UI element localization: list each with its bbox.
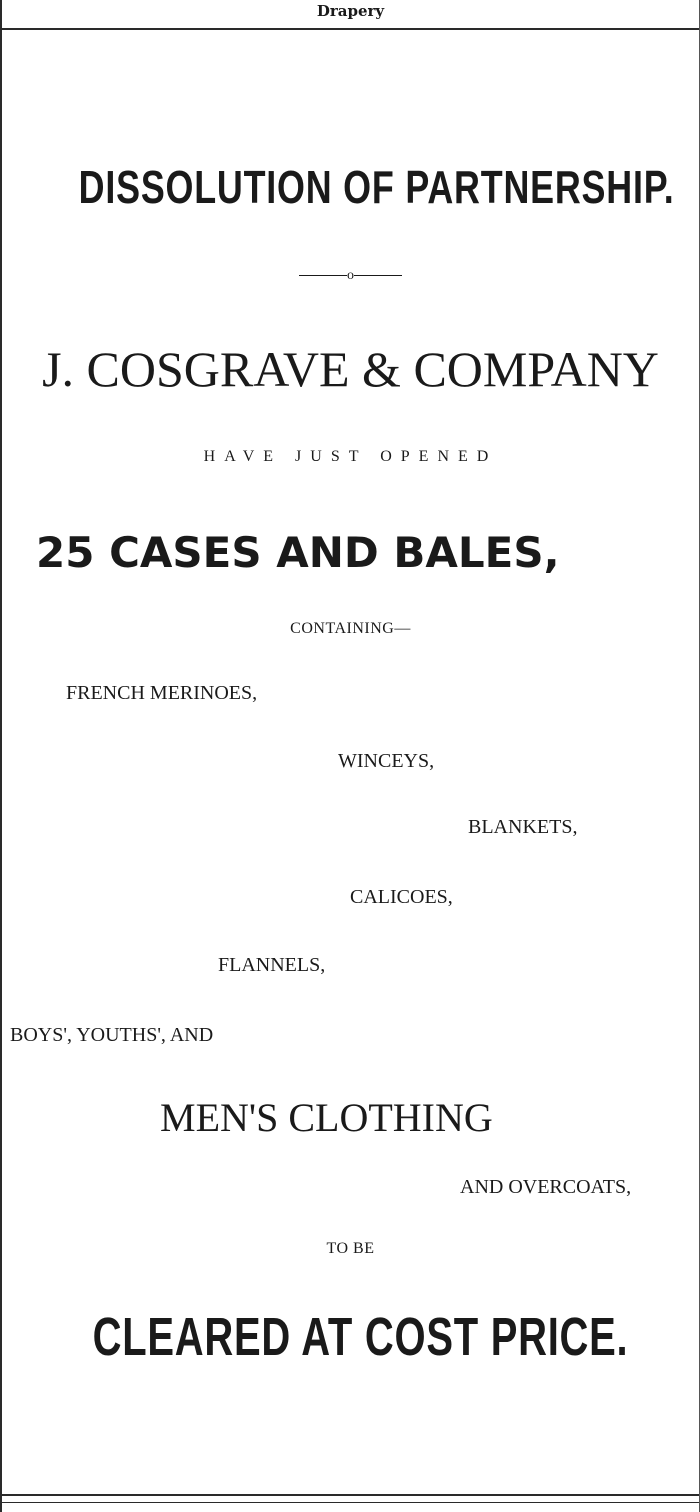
ornament-divider <box>2 268 699 284</box>
item-calicoes: CALICOES, <box>350 886 453 908</box>
bottom-rule-thick <box>2 1494 699 1496</box>
cleared-at-cost-price: CLEARED AT COST PRICE. <box>92 1307 629 1367</box>
dissolution-headline: DISSOLUTION OF PARTNERSHIP. <box>78 161 675 213</box>
item-overcoats: AND OVERCOATS, <box>460 1176 632 1198</box>
company-name: J. COSGRAVE & COMPANY <box>42 341 659 397</box>
item-mens-clothing: MEN'S CLOTHING <box>160 1095 493 1140</box>
item-boys-youths: BOYS', YOUTHS', AND <box>10 1024 214 1046</box>
divider-dash-right <box>354 275 402 276</box>
have-just-opened: HAVE JUST OPENED <box>203 448 498 465</box>
divider-mark: o <box>347 268 354 283</box>
item-blankets: BLANKETS, <box>468 816 578 838</box>
item-flannels: FLANNELS, <box>218 954 326 976</box>
item-winceys: WINCEYS, <box>338 750 435 772</box>
cases-and-bales: 25 CASES AND BALES, <box>36 528 560 577</box>
divider-dash-left <box>299 275 347 276</box>
section-title: Drapery <box>316 2 385 20</box>
bottom-rule-thin <box>2 1502 699 1503</box>
to-be-label: TO BE <box>326 1240 375 1257</box>
containing-label: CONTAINING— <box>290 620 411 637</box>
item-french-merinoes: FRENCH MERINOES, <box>66 682 258 704</box>
section-header <box>2 0 699 30</box>
